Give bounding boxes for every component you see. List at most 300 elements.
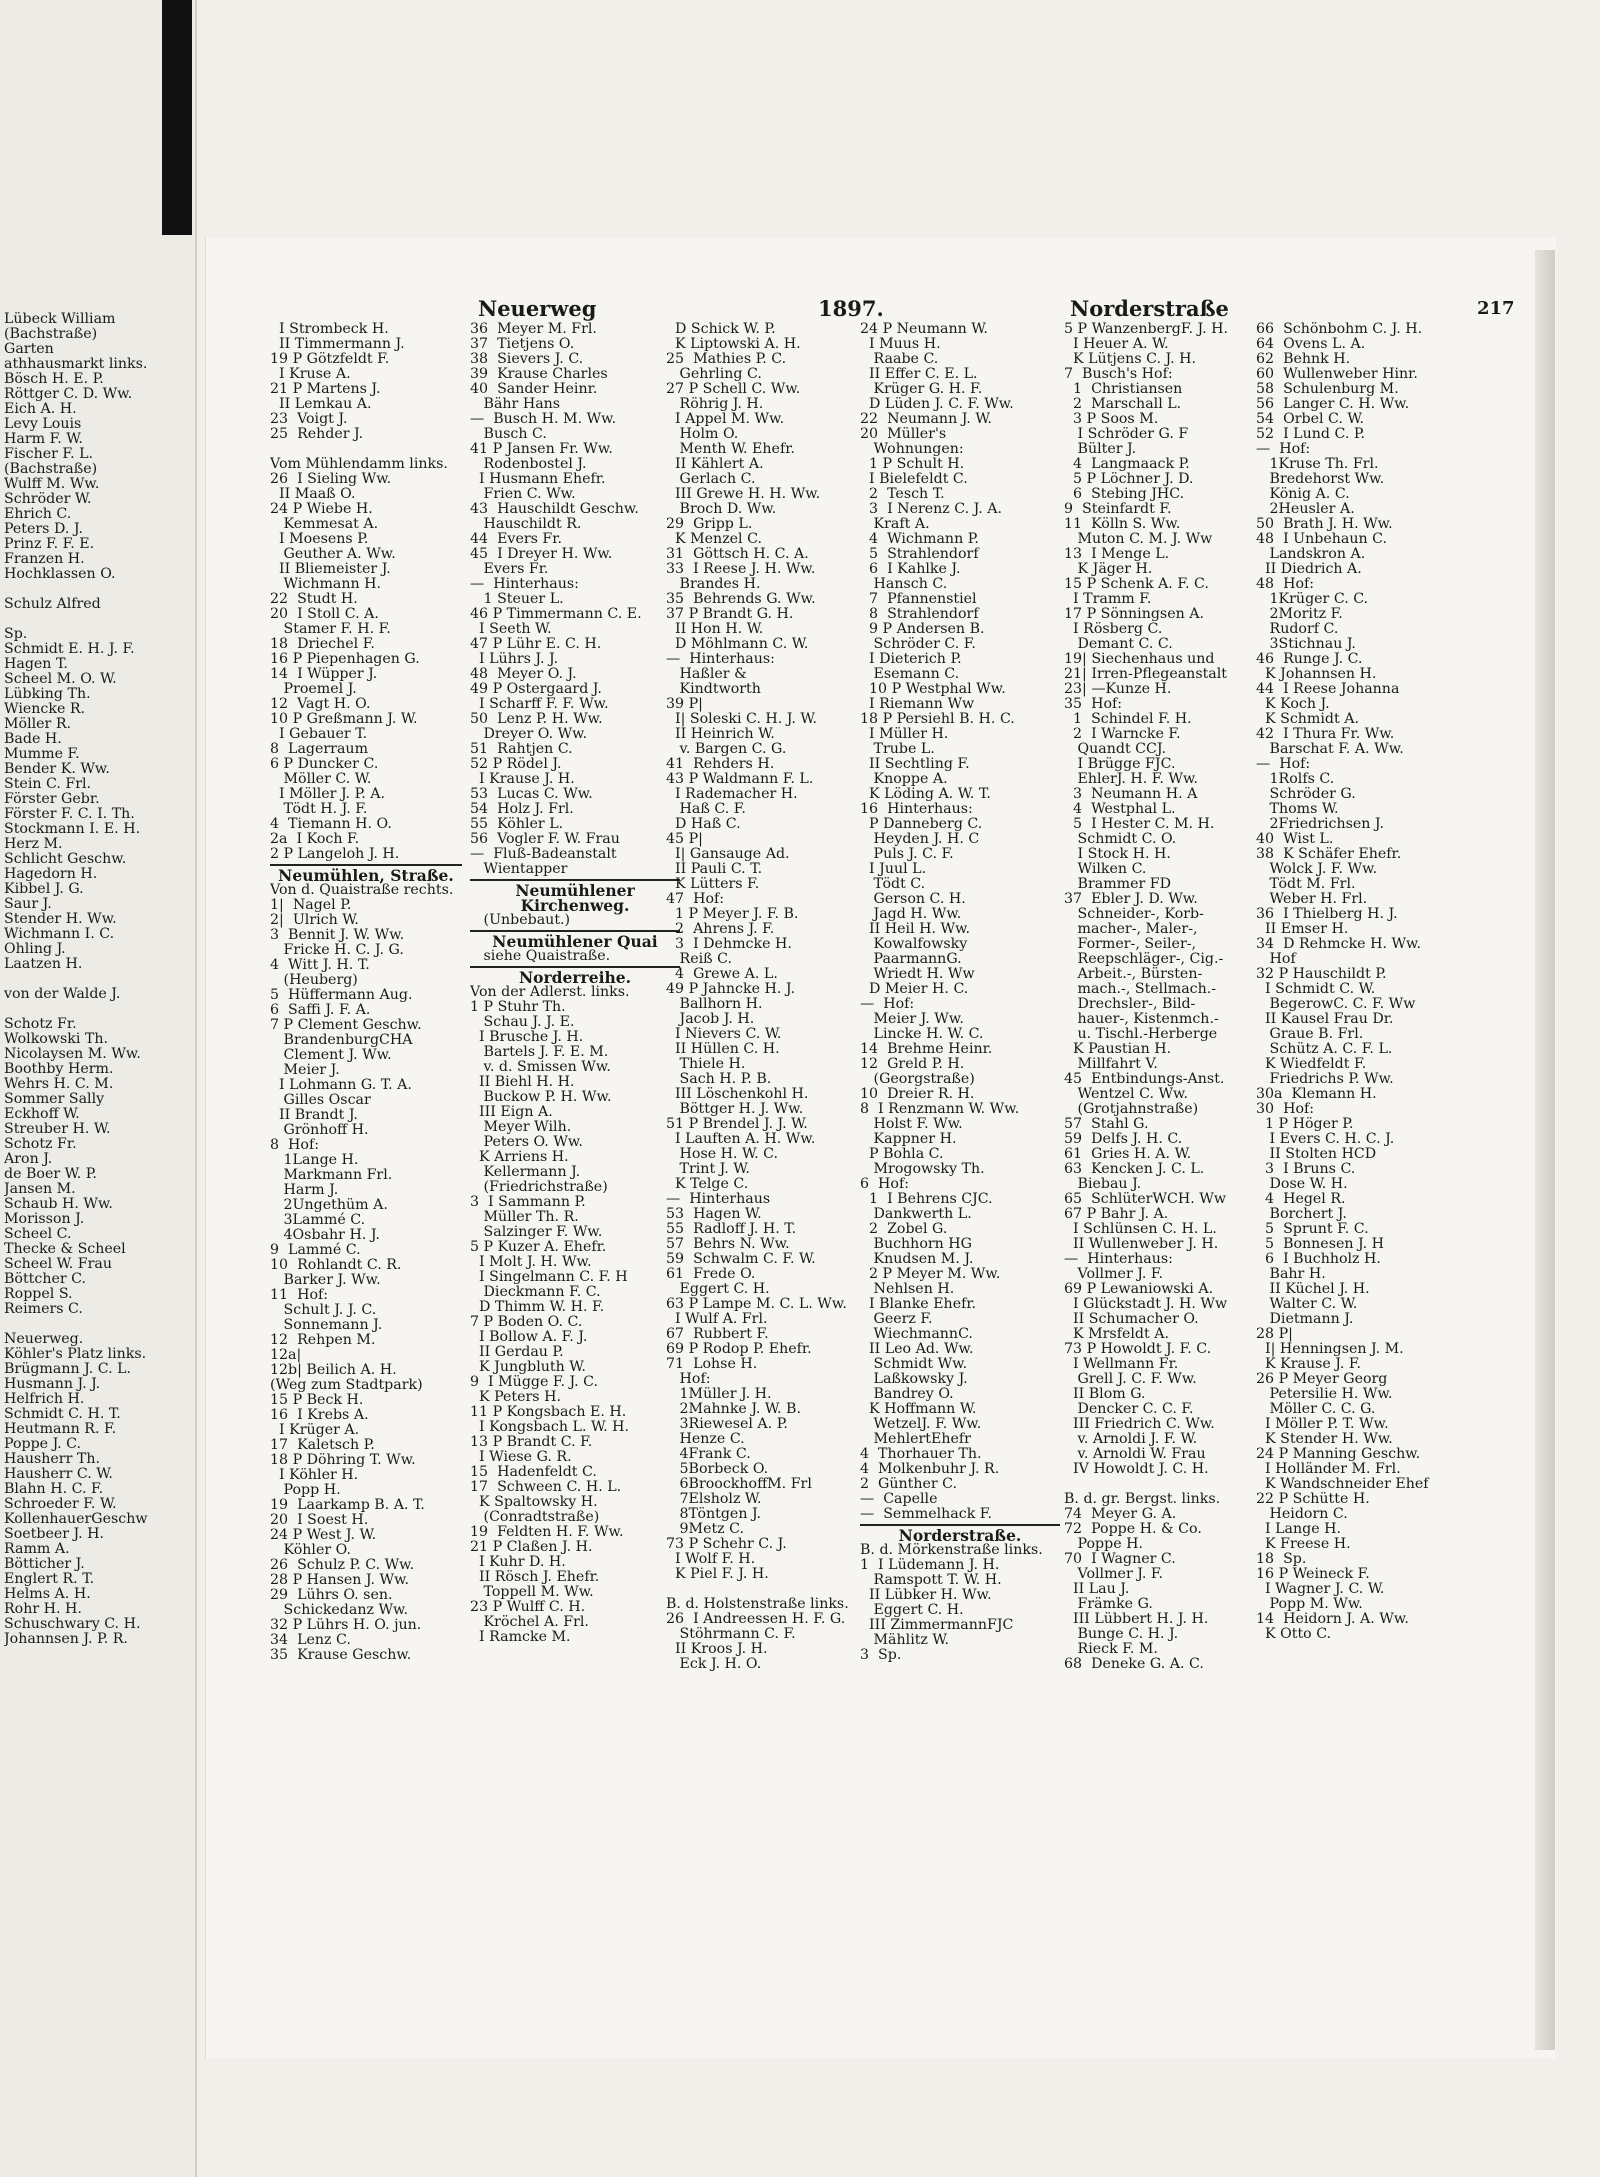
directory-entry: 26 I Andreessen H. F. G. — [666, 1611, 846, 1627]
directory-entry: Grell J. C. F. Ww. — [1064, 1371, 1197, 1387]
directory-entry: Muton C. M. J. Ww — [1064, 531, 1213, 547]
directory-entry: Buchhorn HG — [860, 1236, 972, 1252]
left-page — [0, 0, 197, 2177]
directory-entry: 41 Rehders H. — [666, 756, 775, 772]
directory-entry: D Möhlmann C. W. — [666, 636, 809, 652]
directory-entry: Boothby Herm. — [4, 1061, 114, 1077]
directory-entry: Scheel W. Frau — [4, 1256, 112, 1272]
directory-entry: Esemann C. — [860, 666, 960, 682]
directory-entry: v. Arnoldi W. Frau — [1064, 1446, 1206, 1462]
directory-entry: Schmidt C. H. T. — [4, 1406, 121, 1422]
directory-entry: Schmidt E. H. J. F. — [4, 641, 135, 657]
directory-entry: Tödt H. J. F. — [270, 801, 368, 817]
directory-entry: 24 P Neumann W. — [860, 322, 988, 337]
directory-entry: 64 Ovens L. A. — [1256, 336, 1366, 352]
directory-entry: Schneider-, Korb- — [1064, 906, 1204, 922]
directory-entry: I Schmidt C. W. — [1256, 981, 1376, 997]
directory-entry: 6BroockhoffM. Frl — [666, 1476, 812, 1492]
directory-entry: K Johannsen H. — [1256, 666, 1377, 682]
directory-entry: Meier J. — [270, 1062, 340, 1078]
directory-entry: v. d. Smissen Ww. — [470, 1059, 611, 1075]
directory-entry: II Stolten HCD — [1256, 1146, 1377, 1162]
directory-entry: Eggert C. H. — [666, 1281, 770, 1297]
directory-entry: 2 Zobel G. — [860, 1221, 948, 1237]
directory-entry: 61 Frede O. — [666, 1266, 756, 1282]
directory-entry: 43 P Waldmann F. L. — [666, 771, 814, 787]
directory-entry: I Rademacher H. — [666, 786, 798, 802]
directory-entry: III Eign A. — [470, 1104, 553, 1120]
directory-entry: Wentzel C. Ww. — [1064, 1086, 1189, 1102]
directory-entry: 1Kruse Th. Frl. — [1256, 456, 1379, 472]
directory-entry: Puls J. C. F. — [860, 846, 954, 862]
directory-entry: Kraft A. — [860, 516, 930, 532]
directory-entry: Sach H. P. B. — [666, 1071, 772, 1087]
directory-entry: II Bliemeister J. — [270, 561, 391, 577]
directory-entry: P Bohla C. — [860, 1146, 944, 1162]
directory-entry: I Molt J. H. Ww. — [470, 1254, 592, 1270]
directory-entry: 42 I Thura Fr. Ww. — [1256, 726, 1395, 742]
directory-entry: 68 Deneke G. A. C. — [1064, 1656, 1204, 1672]
column-5 — [1064, 322, 1262, 1672]
directory-entry: 15 P Schenk A. F. C. — [1064, 576, 1209, 592]
directory-entry: Neuerweg. — [4, 1331, 84, 1347]
directory-entry: 11 Kölln S. Ww. — [1064, 516, 1181, 532]
directory-entry: I Glückstadt J. H. Ww — [1064, 1296, 1228, 1312]
directory-entry: 59 Delfs J. H. C. — [1064, 1131, 1183, 1147]
directory-entry: II Rösch J. Ehefr. — [470, 1569, 600, 1585]
directory-entry: 23 Voigt J. — [270, 411, 348, 427]
directory-entry: 6 Saffi J. F. A. — [270, 1002, 371, 1018]
directory-entry: Bösch H. E. P. — [4, 371, 104, 387]
directory-entry: Schröder G. — [1256, 786, 1356, 802]
directory-entry: 29 Lührs O. sen. — [270, 1587, 393, 1603]
directory-entry: 40 Wist L. — [1256, 831, 1334, 847]
directory-entry: 34 D Rehmcke H. Ww. — [1256, 936, 1422, 952]
directory-entry: Schröder C. F. — [860, 636, 976, 652]
directory-entry: 12a| — [270, 1347, 302, 1363]
directory-entry: 16 P Piepenhagen G. — [270, 651, 420, 667]
directory-entry: 29 Gripp L. — [666, 516, 753, 532]
directory-entry: Dietmann J. — [1256, 1311, 1354, 1327]
directory-entry: 6 Hof: — [860, 1176, 909, 1192]
directory-entry: Laatzen H. — [4, 956, 83, 972]
directory-entry: Heutmann R. F. — [4, 1421, 117, 1437]
directory-entry: Vollmer J. F. — [1064, 1566, 1163, 1582]
directory-entry: I Seeth W. — [470, 621, 552, 637]
directory-entry: 4 Thorhauer Th. — [860, 1446, 982, 1462]
directory-entry: 26 P Meyer Georg — [1256, 1371, 1388, 1387]
directory-entry: 2Heusler A. — [1256, 501, 1355, 517]
directory-entry: König A. C. — [1256, 486, 1350, 502]
directory-entry: I| Soleski C. H. J. W. — [666, 711, 818, 727]
directory-entry: 1 Schindel F. H. — [1064, 711, 1192, 727]
directory-entry: Englert R. T. — [4, 1571, 95, 1587]
section-heading: Neumühlen, Straße. — [278, 866, 454, 885]
directory-entry: II Lau J. — [1064, 1581, 1130, 1597]
directory-entry: Holm O. — [666, 426, 739, 442]
directory-entry: (Heuberg) — [270, 972, 358, 988]
directory-entry: II Kroos J. H. — [666, 1641, 768, 1657]
directory-entry: Salzinger F. Ww. — [470, 1224, 603, 1240]
directory-entry: Kemmesat A. — [270, 516, 379, 532]
directory-entry: III Grewe H. H. Ww. — [666, 486, 821, 502]
directory-entry: Ramspott T. W. H. — [860, 1572, 1002, 1588]
directory-entry: Gerlach C. — [666, 471, 756, 487]
directory-entry: Saur J. — [4, 896, 52, 912]
directory-entry: 63 Kencken J. C. L. — [1064, 1161, 1205, 1177]
directory-entry: 24 P West J. W. — [270, 1527, 377, 1543]
directory-entry: Franzen H. — [4, 551, 85, 567]
directory-entry: 61 Gries H. A. W. — [1064, 1146, 1192, 1162]
directory-entry: I Appel M. Ww. — [666, 411, 785, 427]
directory-entry: 10 P Westphal Ww. — [860, 681, 1006, 697]
directory-entry: Thoms W. — [1256, 801, 1339, 817]
directory-entry: Ballhorn H. — [666, 996, 763, 1012]
directory-entry: 23| —Kunze H. — [1064, 681, 1172, 697]
directory-entry: Köhler O. — [270, 1542, 351, 1558]
directory-entry: 12 Greld P. H. — [860, 1056, 965, 1072]
directory-entry: Haßler & — [666, 666, 747, 682]
directory-entry: II Lübker H. Ww. — [860, 1587, 992, 1603]
directory-entry: — Semmelhack F. — [860, 1506, 992, 1522]
directory-entry: Schlicht Geschw. — [4, 851, 127, 867]
directory-entry: 14 Brehme Heinr. — [860, 1041, 993, 1057]
directory-entry: II Heinrich W. — [666, 726, 775, 742]
directory-entry: 24 P Manning Geschw. — [1256, 1446, 1421, 1462]
directory-entry: 7 P Clement Geschw. — [270, 1017, 422, 1033]
directory-entry: Wiencke R. — [4, 701, 86, 717]
directory-entry — [270, 442, 462, 457]
directory-entry: 5 P Löchner J. D. — [1064, 471, 1194, 487]
directory-entry: II Wullenweber J. H. — [1064, 1236, 1219, 1252]
directory-entry: 10 P Greßmann J. W. — [270, 711, 418, 727]
directory-entry: Wichmann I. C. — [4, 926, 115, 942]
directory-entry: Hansch C. — [860, 576, 948, 592]
directory-entry: Krüger G. H. F. — [860, 381, 983, 397]
directory-entry: I Kruse A. — [270, 366, 351, 382]
directory-entry: III Friedrich C. Ww. — [1064, 1416, 1215, 1432]
directory-entry: I| Henningsen J. M. — [1256, 1341, 1404, 1357]
directory-entry: I Lange H. — [1256, 1521, 1342, 1537]
directory-entry: 3 Neumann H. A — [1064, 786, 1198, 802]
directory-entry: Lincke H. W. C. — [860, 1026, 984, 1042]
directory-entry: D Meier H. C. — [860, 981, 969, 997]
directory-entry: Dieckmann F. C. — [470, 1284, 601, 1300]
directory-entry: — Hof: — [1256, 441, 1311, 457]
directory-entry: 67 P Bahr J. A. — [1064, 1206, 1169, 1222]
directory-entry: Brügmann J. C. L. — [4, 1361, 132, 1377]
directory-entry: v. Bargen C. G. — [666, 741, 787, 757]
directory-entry: Scheel M. O. W. — [4, 671, 117, 687]
directory-entry: II Effer C. E. L. — [860, 366, 978, 382]
directory-entry: 36 Meyer M. Frl. — [470, 322, 597, 337]
directory-entry: 8 Strahlendorf — [860, 606, 979, 622]
directory-entry: Soetbeer J. H. — [4, 1526, 105, 1542]
directory-entry: Markmann Frl. — [270, 1167, 393, 1183]
directory-entry: Ehrich C. — [4, 506, 72, 522]
directory-entry: 2 Marschall L. — [1064, 396, 1182, 412]
directory-entry: K Lütjens C. J. H. — [1064, 351, 1196, 367]
directory-entry: I Wiese G. R. — [470, 1449, 572, 1465]
directory-entry: 57 Stahl G. — [1064, 1116, 1149, 1132]
directory-entry: Johannsen J. P. R. — [4, 1631, 128, 1647]
directory-entry: 51 P Brendel J. J. W. — [666, 1116, 808, 1132]
section-heading: Norderstraße. — [898, 1526, 1022, 1545]
directory-entry: Schotz Fr. — [4, 1136, 77, 1152]
directory-entry: mach.-, Stellmach.- — [1064, 981, 1217, 997]
directory-entry: I Rösberg C. — [1064, 621, 1163, 637]
directory-entry: 3 P Soos M. — [1064, 411, 1159, 427]
directory-entry: Hausherr C. W. — [4, 1466, 113, 1482]
directory-entry: 1 P Schult H. — [860, 456, 965, 472]
directory-entry: 33 I Reese J. H. Ww. — [666, 561, 816, 577]
directory-entry: II Schumacher O. — [1064, 1311, 1199, 1327]
directory-entry: 17 Kaletsch P. — [270, 1437, 375, 1453]
directory-entry: Schütz A. C. F. L. — [1256, 1041, 1393, 1057]
directory-entry: Reiß C. — [666, 951, 732, 967]
directory-entry: K Otto C. — [1256, 1626, 1332, 1642]
directory-entry: Möller R. — [4, 716, 72, 732]
directory-entry: 35 Behrends G. Ww. — [666, 591, 816, 607]
directory-entry: 26 I Sieling Ww. — [270, 471, 392, 487]
directory-entry: 58 Schulenburg M. — [1256, 381, 1399, 397]
directory-entry: 39 P| — [666, 696, 703, 712]
directory-entry: II Diedrich A. — [1256, 561, 1362, 577]
directory-entry: II Küchel J. H. — [1256, 1281, 1370, 1297]
directory-entry: 54 Holz J. Frl. — [470, 801, 574, 817]
directory-entry: Dankwerth L. — [860, 1206, 972, 1222]
directory-entry: Prinz F. F. E. — [4, 536, 95, 552]
directory-entry: 3 I Dehmcke H. — [666, 936, 792, 952]
directory-entry: K Lütters F. — [666, 876, 760, 892]
directory-entry: 3Riewesel A. P. — [666, 1416, 788, 1432]
directory-entry: 13 I Menge L. — [1064, 546, 1170, 562]
directory-entry: 5 Hüffermann Aug. — [270, 987, 413, 1003]
directory-entry: III ZimmermannFJC — [860, 1617, 1014, 1633]
directory-entry: 1Lange H. — [270, 1152, 359, 1168]
directory-entry: 43 Hauschildt Geschw. — [470, 501, 639, 517]
directory-entry: 3 I Nerenz C. J. A. — [860, 501, 1003, 517]
directory-entry: Arbeit.-, Bürsten- — [1064, 966, 1203, 982]
directory-entry: I Tramm F. — [1064, 591, 1152, 607]
page-number: 217 — [1477, 298, 1515, 319]
directory-entry: Dencker C. C. F. — [1064, 1401, 1194, 1417]
directory-entry: 7 Busch's Hof: — [1064, 366, 1173, 382]
directory-entry: 9 I Mügge F. J. C. — [470, 1374, 599, 1390]
directory-entry: EhlerJ. H. F. Ww. — [1064, 771, 1198, 787]
directory-entry: Hose H. W. C. — [666, 1146, 779, 1162]
directory-entry: Dreyer O. Ww. — [470, 726, 588, 742]
directory-entry: Thiele H. — [666, 1056, 746, 1072]
directory-entry: 62 Behnk H. — [1256, 351, 1351, 367]
directory-entry: WiechmannC. — [860, 1326, 973, 1342]
directory-entry: 46 Runge J. C. — [1256, 651, 1363, 667]
directory-entry: Blahn H. C. F. — [4, 1481, 104, 1497]
directory-entry: Bade H. — [4, 731, 62, 747]
directory-entry: Clement J. Ww. — [270, 1047, 392, 1063]
directory-entry: Röttger C. D. Ww. — [4, 386, 133, 402]
directory-entry: D Haß C. — [666, 816, 741, 832]
directory-entry — [4, 1002, 194, 1017]
directory-entry: Broch D. Ww. — [666, 501, 777, 517]
directory-entry: K Jungbluth W. — [470, 1359, 586, 1375]
directory-entry: Wilken C. — [1064, 861, 1147, 877]
directory-entry: 1Rolfs C. — [1256, 771, 1335, 787]
directory-entry: Brandes H. — [666, 576, 761, 592]
directory-entry: 14 I Wüpper J. — [270, 666, 378, 682]
directory-entry: Knoppe A. — [860, 771, 948, 787]
directory-entry: Schulz Alfred — [4, 596, 101, 612]
directory-entry: 10 Rohlandt C. R. — [270, 1257, 402, 1273]
directory-entry: — Hinterhaus: — [1064, 1251, 1173, 1267]
directory-entry: Böttcher C. — [4, 1271, 87, 1287]
directory-entry: K Mrsfeldt A. — [1064, 1326, 1169, 1342]
directory-entry: 7 P Boden O. C. — [470, 1314, 583, 1330]
directory-entry: I Lührs J. J. — [470, 651, 559, 667]
directory-entry: 3Lammé C. — [270, 1212, 366, 1228]
directory-entry: Eckhoff W. — [4, 1106, 80, 1122]
directory-entry: PaarmannG. — [860, 951, 962, 967]
directory-entry: Vollmer J. F. — [1064, 1266, 1163, 1282]
directory-entry: I Wellmann Fr. — [1064, 1356, 1179, 1372]
directory-entry: 70 I Wagner C. — [1064, 1551, 1176, 1567]
directory-entry: K Jäger H. — [1064, 561, 1153, 577]
directory-entry: I Evers C. H. C. J. — [1256, 1131, 1395, 1147]
directory-entry: 1Krüger C. C. — [1256, 591, 1369, 607]
directory-entry: 4 Wichmann P. — [860, 531, 979, 547]
directory-entry: II Heil H. Ww. — [860, 921, 971, 937]
directory-entry: Bender K. Ww. — [4, 761, 110, 777]
directory-entry: 45 I Dreyer H. Ww. — [470, 546, 613, 562]
directory-entry: D Thimm W. H. F. — [470, 1299, 605, 1315]
directory-entry: K Krause J. F. — [1256, 1356, 1362, 1372]
directory-entry: Stender H. Ww. — [4, 911, 117, 927]
directory-entry: K Spaltowsky H. — [470, 1494, 598, 1510]
section-heading: Neumühlener — [515, 881, 635, 900]
directory-entry: — Capelle — [860, 1491, 938, 1507]
directory-entry: Heyden J. H. C — [860, 831, 980, 847]
directory-entry: Raabe C. — [860, 351, 939, 367]
directory-entry: 47 Hof: — [666, 891, 725, 907]
directory-entry: Schmidt C. O. — [1064, 831, 1177, 847]
directory-entry: 2Friedrichsen J. — [1256, 816, 1385, 832]
directory-entry: 16 I Krebs A. — [270, 1407, 369, 1423]
directory-entry: 8 Hof: — [270, 1137, 319, 1153]
column-2 — [470, 322, 680, 1645]
directory-entry: 36 I Thielberg H. J. — [1256, 906, 1398, 922]
directory-entry: 3Stichnau J. — [1256, 636, 1356, 652]
directory-entry: K Hoffmann W. — [860, 1401, 977, 1417]
directory-entry: (Conradtstraße) — [470, 1509, 600, 1525]
directory-entry: Möller C. W. — [270, 771, 372, 787]
directory-entry: 9 P Andersen B. — [860, 621, 985, 637]
directory-entry: Weber H. Frl. — [1256, 891, 1368, 907]
directory-entry: 37 P Brandt G. H. — [666, 606, 794, 622]
directory-entry: 45 P| — [666, 831, 703, 847]
directory-entry: 4 Witt J. H. T. — [270, 957, 370, 973]
directory-entry: Bandrey O. — [860, 1386, 954, 1402]
directory-entry: 8Töntgen J. — [666, 1506, 762, 1522]
directory-entry: I Juul L. — [860, 861, 927, 877]
directory-entry: I Wagner J. C. W. — [1256, 1581, 1385, 1597]
directory-entry: 27 P Schell C. Ww. — [666, 381, 801, 397]
directory-entry: 48 I Unbehaun C. — [1256, 531, 1387, 547]
directory-entry: siehe Quaistraße. — [470, 948, 611, 964]
directory-entry: I Scharff F. F. Ww. — [470, 696, 609, 712]
directory-entry: I Krüger A. — [270, 1422, 360, 1438]
directory-entry: 11 P Kongsbach E. H. — [470, 1404, 627, 1420]
directory-entry: K Menzel C. — [666, 531, 762, 547]
directory-entry: Stockmann I. E. H. — [4, 821, 141, 837]
directory-entry: Haß C. F. — [666, 801, 746, 817]
directory-entry: 4Osbahr H. J. — [270, 1227, 380, 1243]
directory-entry: 37 Tietjens O. — [470, 336, 575, 352]
directory-entry: K Arriens H. — [470, 1149, 569, 1165]
directory-entry: 3 Bennit J. W. Ww. — [270, 927, 405, 943]
directory-entry: 40 Sander Heinr. — [470, 381, 598, 397]
directory-entry: 2 P Langeloh J. H. — [270, 846, 400, 862]
directory-entry: II Hon H. W. — [666, 621, 764, 637]
directory-entry: Millfahrt V. — [1064, 1056, 1158, 1072]
directory-entry: Barschat F. A. Ww. — [1256, 741, 1404, 757]
directory-entry: 65 SchlüterWCH. Ww — [1064, 1191, 1226, 1207]
directory-entry: II Pauli C. T. — [666, 861, 763, 877]
directory-entry: Bähr Hans — [470, 396, 561, 412]
directory-entry: 18 Sp. — [1256, 1551, 1307, 1567]
directory-entry: I Blanke Ehefr. — [860, 1296, 977, 1312]
directory-entry: II Biehl H. H. — [470, 1074, 575, 1090]
directory-entry: II Sechtling F. — [860, 756, 970, 772]
directory-entry: 44 I Reese Johanna — [1256, 681, 1400, 697]
directory-entry: (Grotjahnstraße) — [1064, 1101, 1199, 1117]
directory-entry: Schult J. J. C. — [270, 1302, 377, 1318]
directory-entry: Drechsler-, Bild- — [1064, 996, 1196, 1012]
directory-entry: P Danneberg C. — [860, 816, 983, 832]
directory-entry: 31 Göttsch H. C. A. — [666, 546, 809, 562]
directory-entry: Röhrig J. H. — [666, 396, 764, 412]
directory-entry: 51 Rahtjen C. — [470, 741, 573, 757]
directory-entry: Aron J. — [4, 1151, 53, 1167]
directory-entry: 6 I Buchholz H. — [1256, 1251, 1381, 1267]
directory-entry: 35 Krause Geschw. — [270, 1647, 412, 1663]
directory-entry: 19 Feldten H. F. Ww. — [470, 1524, 624, 1540]
directory-entry: Walter C. W. — [1256, 1296, 1358, 1312]
directory-entry: 19| Siechenhaus und — [1064, 651, 1215, 667]
directory-entry: Herz M. — [4, 836, 63, 852]
directory-entry: 17 Schween C. H. L. — [470, 1479, 622, 1495]
directory-entry: 4 Westphal L. — [1064, 801, 1176, 817]
directory-entry: Popp H. — [270, 1482, 341, 1498]
directory-entry: Grönhoff H. — [270, 1122, 369, 1138]
directory-entry: I Kongsbach L. W. H. — [470, 1419, 629, 1435]
directory-entry: Stöhrmann C. F. — [666, 1626, 796, 1642]
directory-entry: 14 Heidorn J. A. Ww. — [1256, 1611, 1409, 1627]
directory-entry: Helfrich H. — [4, 1391, 85, 1407]
directory-entry: BrandenburgCHA — [270, 1032, 413, 1048]
directory-entry: Levy Louis — [4, 416, 82, 432]
directory-entry: 12 Rehpen M. — [270, 1332, 376, 1348]
directory-entry: I Singelmann C. F. H — [470, 1269, 628, 1285]
directory-entry: II Kählert A. — [666, 456, 764, 472]
directory-entry: (Georgstraße) — [860, 1071, 975, 1087]
directory-entry: 4 Grewe A. L. — [666, 966, 778, 982]
directory-entry: Wientapper — [470, 861, 568, 877]
directory-entry: 55 Köhler L. — [470, 816, 564, 832]
directory-entry: 22 Neumann J. W. — [860, 411, 992, 427]
directory-entry: Eck J. H. O. — [666, 1656, 762, 1672]
directory-entry: Mrogowsky Th. — [860, 1161, 985, 1177]
directory-entry: Schmidt Ww. — [860, 1356, 968, 1372]
